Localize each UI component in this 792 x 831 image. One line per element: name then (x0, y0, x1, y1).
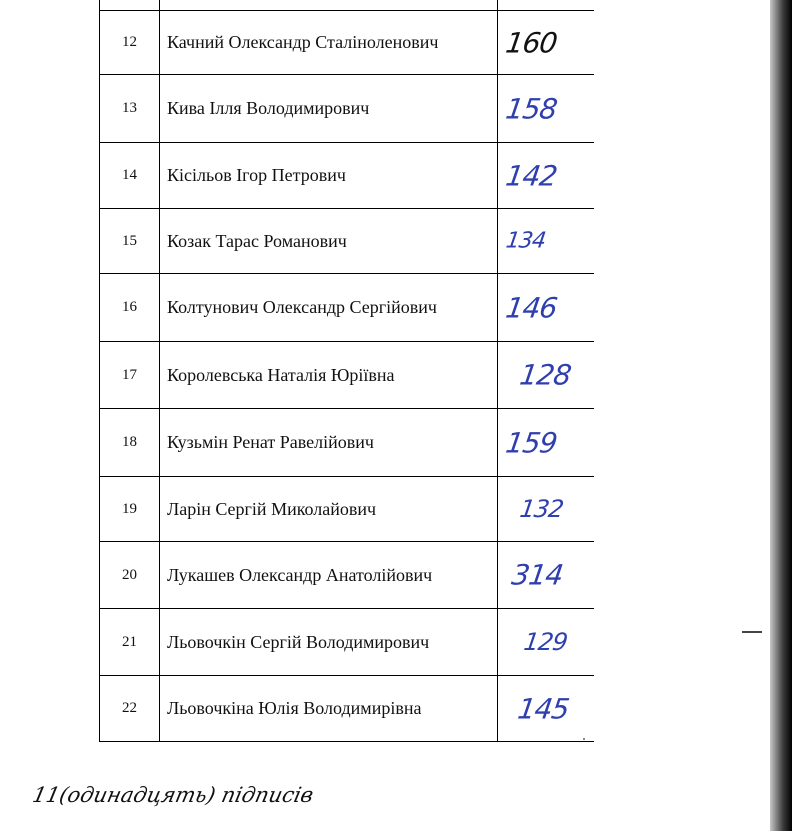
signature-roster-table (99, 0, 594, 742)
row-number: 15 (100, 209, 160, 274)
handwritten-signature-number: 129 (522, 628, 569, 656)
handwritten-signature-count: 11(одинадцять) підписів (30, 783, 316, 807)
table-row (100, 342, 595, 409)
handwritten-signature-number: 146 (503, 291, 559, 324)
deputy-name: Кузьмін Ренат Равелійович (160, 409, 498, 477)
row-number: 18 (100, 409, 160, 477)
table-row (100, 75, 595, 143)
table-row (100, 542, 595, 609)
deputy-name: Качний Олександр Сталіноленович (160, 11, 498, 75)
row-number: 17 (100, 342, 160, 409)
deputy-name: Кісільов Ігор Петрович (160, 143, 498, 209)
handwritten-signature-number: 314 (509, 558, 565, 592)
table-row (100, 409, 595, 477)
table-row (100, 477, 595, 542)
row-number: 14 (100, 143, 160, 209)
handwritten-signature-number: 128 (517, 358, 573, 392)
deputy-name: Льовочкін Сергій Володимирович (160, 609, 498, 676)
handwritten-signature-number: 158 (503, 92, 559, 125)
table-row (100, 0, 595, 11)
handwritten-signature-number: 160 (503, 26, 559, 59)
table-row (100, 609, 595, 676)
row-number: 20 (100, 542, 160, 609)
handwritten-signature-number: 159 (503, 426, 559, 459)
row-number: 12 (100, 11, 160, 75)
deputy-name: Льовочкіна Юлія Володимирівна (160, 676, 498, 742)
table-row (100, 209, 595, 274)
margin-stroke (742, 631, 762, 633)
row-number: 19 (100, 477, 160, 542)
table-row (100, 11, 595, 75)
deputy-name: Королевська Наталія Юріївна (160, 342, 498, 409)
deputy-name: Ларін Сергій Миколайович (160, 477, 498, 542)
table-row (100, 676, 595, 742)
handwritten-signature-number: 142 (503, 159, 559, 192)
table-row (100, 143, 595, 209)
row-number: 21 (100, 609, 160, 676)
handwritten-signature-number: 134 (504, 228, 547, 254)
handwritten-signature-number: 145 (515, 692, 571, 725)
deputy-name: Лукашев Олександр Анатолійович (160, 542, 498, 609)
page-edge-shadow (770, 0, 792, 831)
row-number: 16 (100, 274, 160, 342)
deputy-name: Колтунович Олександр Сергійович (160, 274, 498, 342)
table-row (100, 274, 595, 342)
row-number: 22 (100, 676, 160, 742)
handwritten-signature-number: 132 (518, 495, 565, 523)
scan-dot (583, 738, 585, 740)
deputy-name: Козак Тарас Романович (160, 209, 498, 274)
row-number: 13 (100, 75, 160, 143)
deputy-name: Кива Ілля Володимирович (160, 75, 498, 143)
